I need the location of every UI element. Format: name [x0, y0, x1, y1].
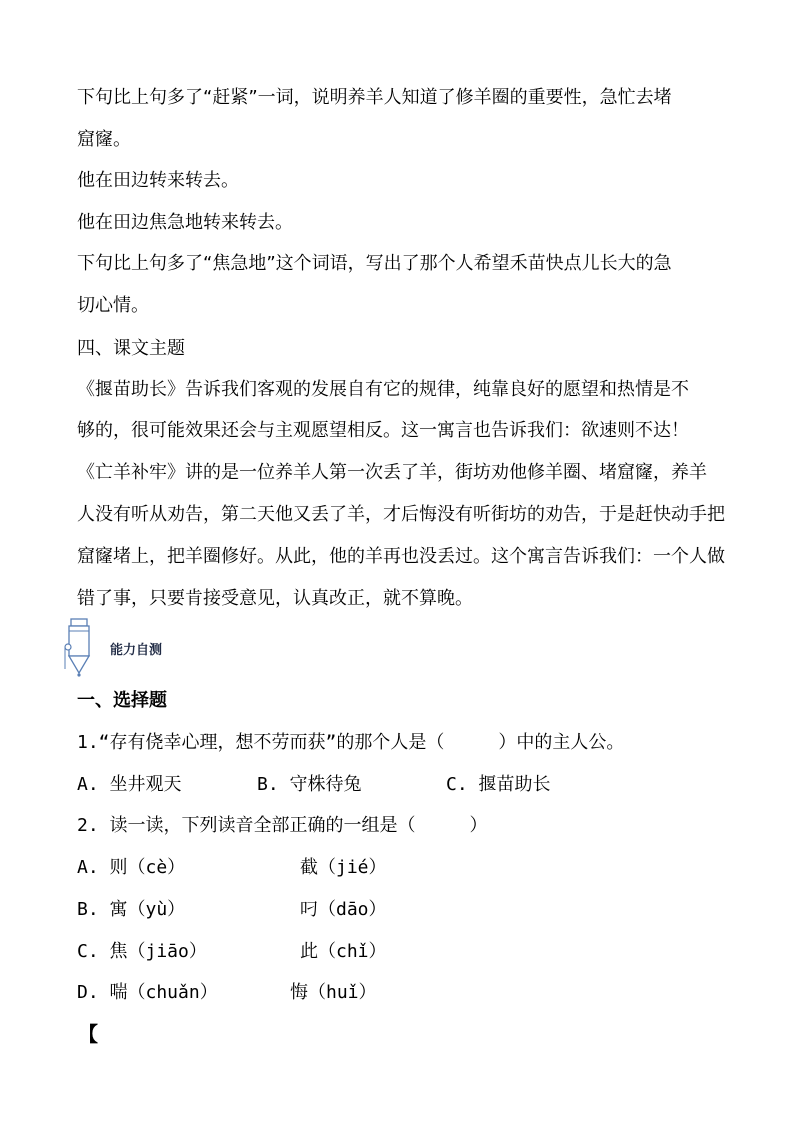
answer-bracket: 【	[78, 1022, 98, 1046]
question-1-option-b: B. 守株待兔	[257, 774, 362, 795]
paragraph-line: 错了事，只要肯接受意见，认真改正，就不算晚。	[77, 588, 473, 609]
question-2-option-c: C. 焦（jiāo）	[77, 941, 207, 962]
question-2-option-d-pair: 悔（huǐ）	[290, 982, 377, 1003]
question-2-option-c-pair: 此（chǐ）	[300, 941, 387, 962]
paragraph-line: 窟窿。	[77, 129, 131, 150]
paragraph-line: 人没有听从劝告，第二天他又丢了羊，才后悔没有听街坊的劝告，于是赶快动手把	[77, 504, 725, 525]
question-1: 1.“存有侥幸心理，想不劳而获”的那个人是（ ）中的主人公。	[77, 732, 625, 753]
self-test-label: 能力自测	[110, 643, 163, 658]
paragraph-line: 窟窿堵上，把羊圈修好。从此，他的羊再也没丢过。这个寓言告诉我们：一个人做	[77, 546, 725, 567]
section-heading: 四、课文主题	[77, 338, 185, 359]
paragraph-line: 下句比上句多了“赶紧”一词，说明养羊人知道了修羊圈的重要性，急忙去堵	[77, 87, 672, 108]
question-1-option-a: A. 坐井观天	[77, 774, 182, 795]
question-section-heading: 一、选择题	[77, 690, 167, 711]
paragraph-line: 切心情。	[77, 295, 149, 316]
question-2-option-a: A. 则（cè）	[77, 857, 186, 878]
paragraph-line: 够的，很可能效果还会与主观愿望相反。这一寓言也告诉我们：欲速则不达！	[77, 420, 689, 441]
pen-icon	[62, 617, 96, 679]
paragraph-line: 他在田边转来转去。	[77, 170, 239, 191]
question-2-option-a-pair: 截（jié）	[300, 857, 387, 878]
paragraph-line: 下句比上句多了“焦急地”这个词语，写出了那个人希望禾苗快点儿长大的急	[77, 253, 672, 274]
question-2-option-d: D. 喘（chuǎn）	[77, 982, 218, 1003]
question-2-option-b: B. 寓（yù）	[77, 899, 186, 920]
paragraph-line: 《揠苗助长》告诉我们客观的发展自有它的规律，纯靠良好的愿望和热情是不	[77, 379, 689, 400]
paragraph-line: 《亡羊补牢》讲的是一位养羊人第一次丢了羊，街坊劝他修羊圈、堵窟窿，养羊	[77, 462, 707, 483]
question-2: 2. 读一读，下列读音全部正确的一组是（ ）	[77, 815, 488, 836]
paragraph-line: 他在田边焦急地转来转去。	[77, 212, 293, 233]
question-1-option-c: C. 揠苗助长	[446, 774, 551, 795]
question-2-option-b-pair: 叼（dāo）	[300, 899, 387, 920]
